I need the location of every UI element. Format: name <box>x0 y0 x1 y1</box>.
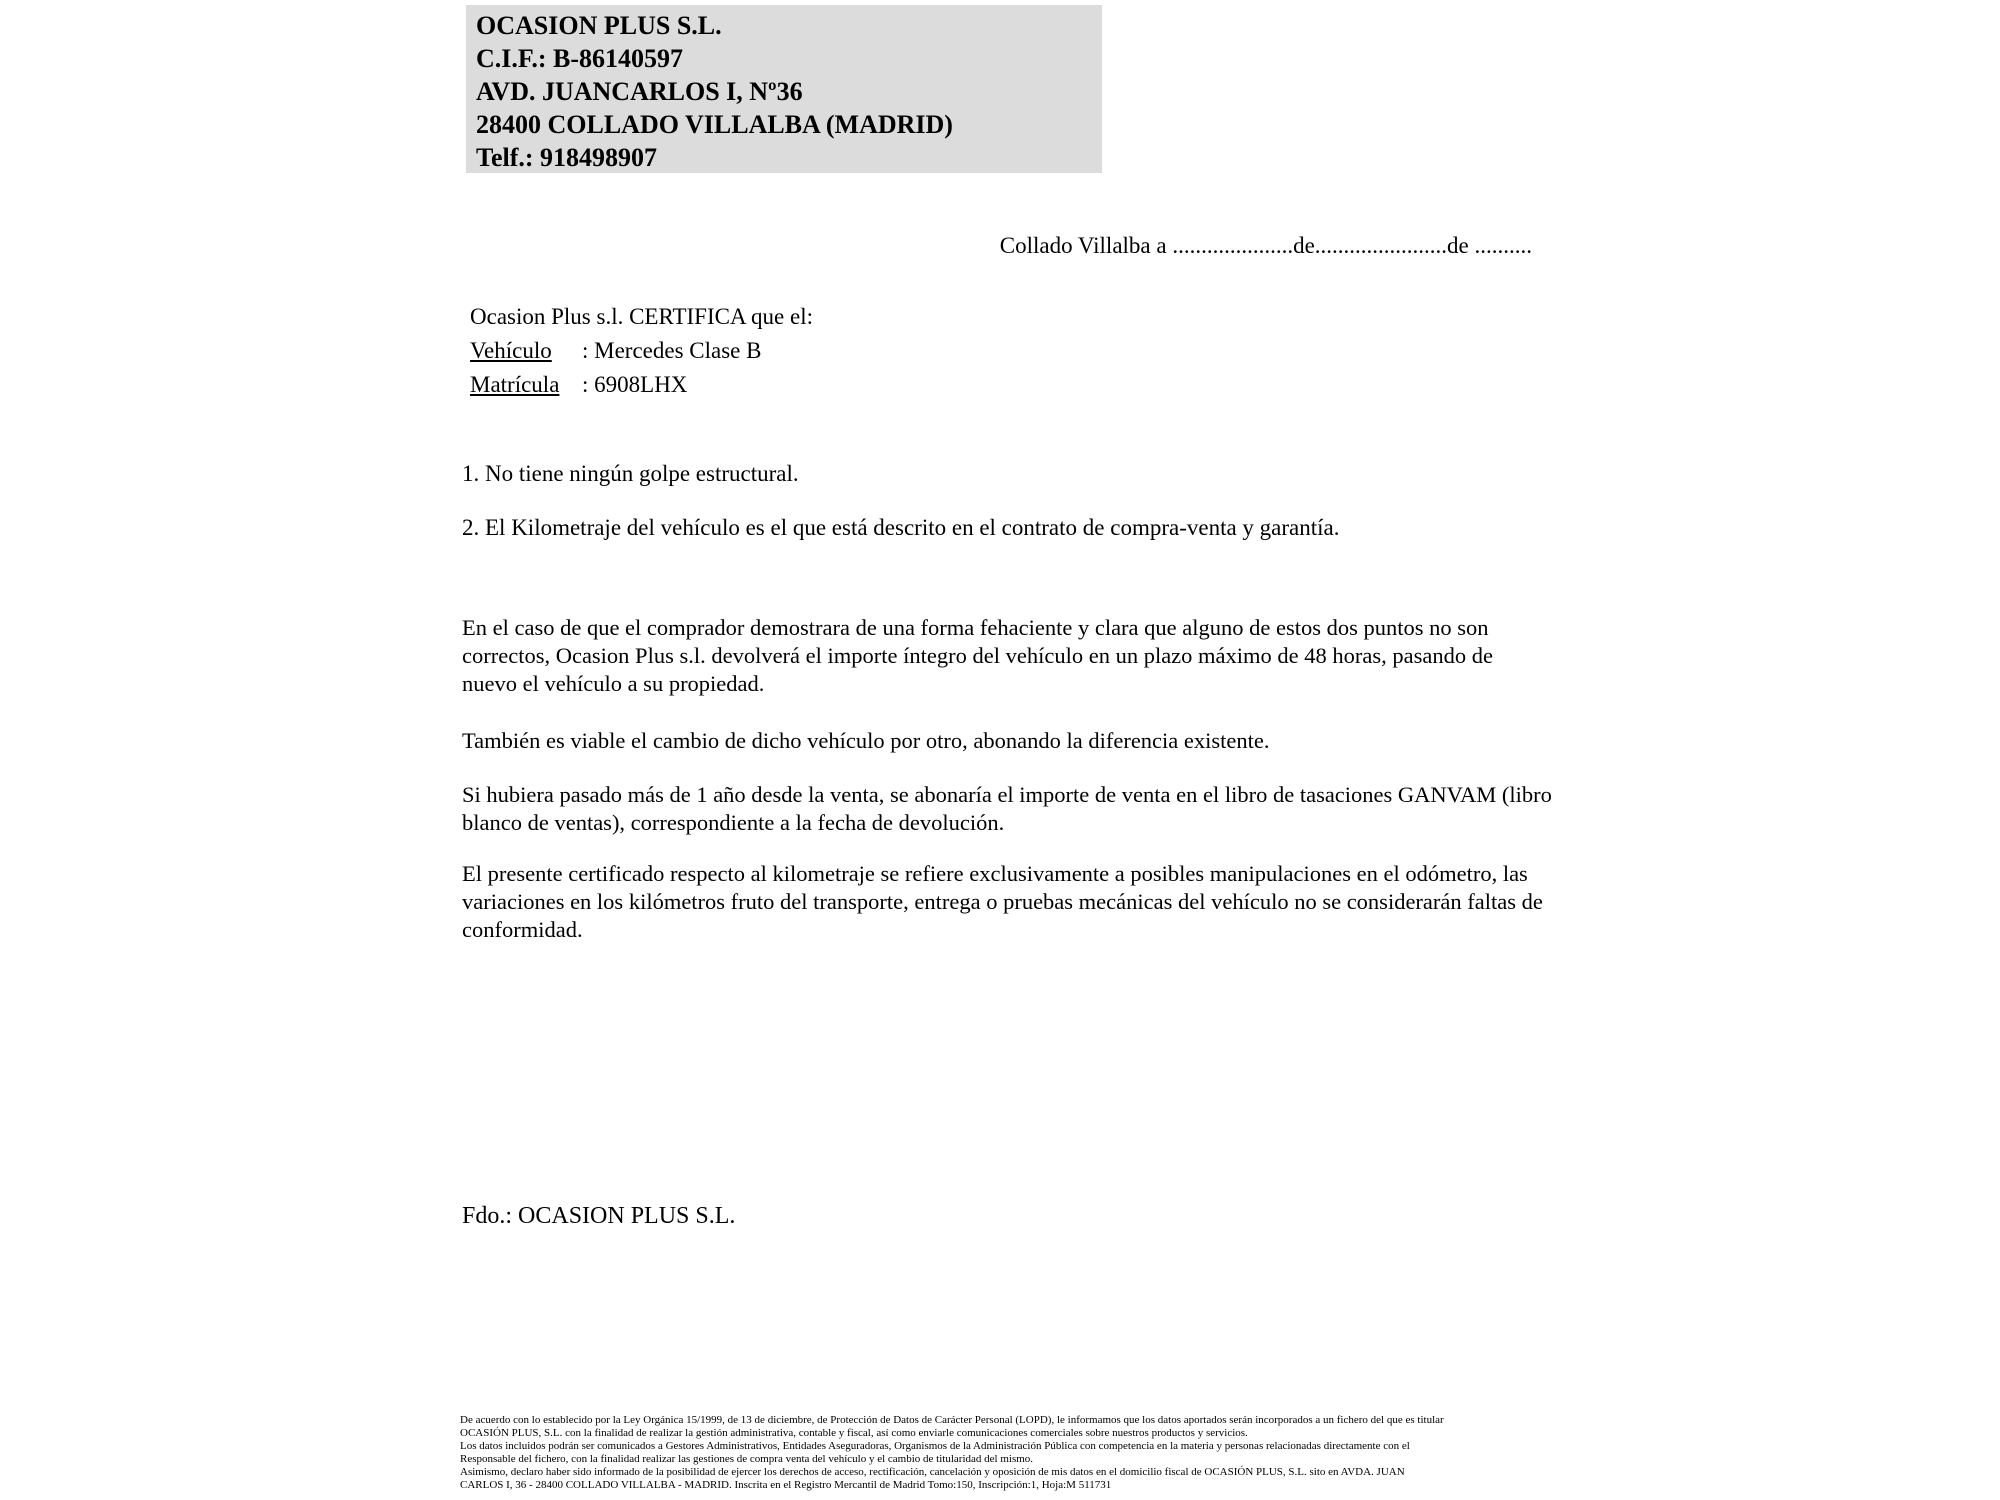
paragraph-exchange-option: También es viable el cambio de dicho vehículo por otro, abonando la diferencia existente. <box>462 728 1270 753</box>
legal-footer <box>460 1414 1555 1492</box>
paragraph-odometer-disclaimer: El presente certificado respecto al kilometraje se refiere exclusivamente a posibles manipulaciones en el odómetro, las variaciones en los kilómetros fruto del transporte, entrega o pruebas mecánicas del vehículo no se considerarán faltas de conformidad. <box>462 861 1543 942</box>
certified-point-2: 2. El Kilometraje del vehículo es el que está descrito en el contrato de compra-venta y garantía. <box>462 515 1340 540</box>
company-name: OCASION PLUS S.L. <box>476 11 722 40</box>
plate-label: Matrícula <box>470 372 560 397</box>
plate-value: : 6908LHX <box>582 372 688 397</box>
paragraph-refund-terms: En el caso de que el comprador demostrara de una forma fehaciente y clara que alguno de estos dos puntos no son correctos, Ocasion Plus s.l. devolverá el importe íntegro del vehículo en un plazo máximo de 48 horas, pasando de nuevo el vehículo a su propiedad. <box>462 615 1493 696</box>
legal-footer-line: De acuerdo con lo establecido por la Ley Orgánica 15/1999, de 13 de diciembre, de Protección de Datos de Carácter Personal (LOPD), le informamos que los datos aportados serán incorporados a un fichero del que es titular <box>460 1414 1444 1426</box>
certificate-intro-block <box>470 300 813 402</box>
legal-footer-line: Responsable del fichero, con la finalidad realizar las gestiones de compra venta del vehículo y el cambio de titularidad del mismo. <box>460 1453 1034 1465</box>
company-header-block <box>466 5 1102 173</box>
legal-footer-line: CARLOS I, 36 - 28400 COLLADO VILLALBA - MADRID. Inscrita en el Registro Mercantil de Madrid Tomo:150, Inscripción:1, Hoja:M 511731 <box>460 1479 1112 1491</box>
plate-field <box>470 368 813 402</box>
signature-line: Fdo.: OCASION PLUS S.L. <box>462 1203 736 1229</box>
certified-point-1: 1. No tiene ningún golpe estructural. <box>462 461 799 486</box>
date-line: Collado Villalba a .....................de.......................de .......... <box>999 233 1532 258</box>
legal-footer-line: Los datos incluidos podrán ser comunicados a Gestores Administrativos, Entidades Aseguradoras, Organismos de la Administración Pública con competencia en la materia y personas relacionadas directamente con el <box>460 1440 1410 1452</box>
vehicle-field <box>470 334 813 368</box>
company-city: 28400 COLLADO VILLALBA (MADRID) <box>476 110 953 139</box>
legal-footer-line: Asimismo, declaro haber sido informado de la posibilidad de ejercer los derechos de acceso, rectificación, cancelación y oposición de mis datos en el domicilio fiscal de OCASIÓN PLUS, S.L. sito en AVDA. JUAN <box>460 1466 1405 1478</box>
legal-footer-line: OCASIÓN PLUS, S.L. con la finalidad de realizar la gestión administrativa, contable y fiscal, así como enviarle comunicaciones comerciales sobre nuestros productos y servicios. <box>460 1427 1248 1439</box>
vehicle-value: : Mercedes Clase B <box>582 338 762 363</box>
company-phone: Telf.: 918498907 <box>476 143 658 172</box>
paragraph-ganvam-valuation: Si hubiera pasado más de 1 año desde la venta, se abonaría el importe de venta en el libro de tasaciones GANVAM (libro blanco de ventas), correspondiente a la fecha de devolución. <box>462 782 1552 835</box>
company-cif: C.I.F.: B-86140597 <box>476 44 684 73</box>
vehicle-label: Vehículo <box>470 338 552 363</box>
company-address: AVD. JUANCARLOS I, Nº36 <box>476 77 803 106</box>
certificate-intro: Ocasion Plus s.l. CERTIFICA que el: <box>470 304 813 329</box>
